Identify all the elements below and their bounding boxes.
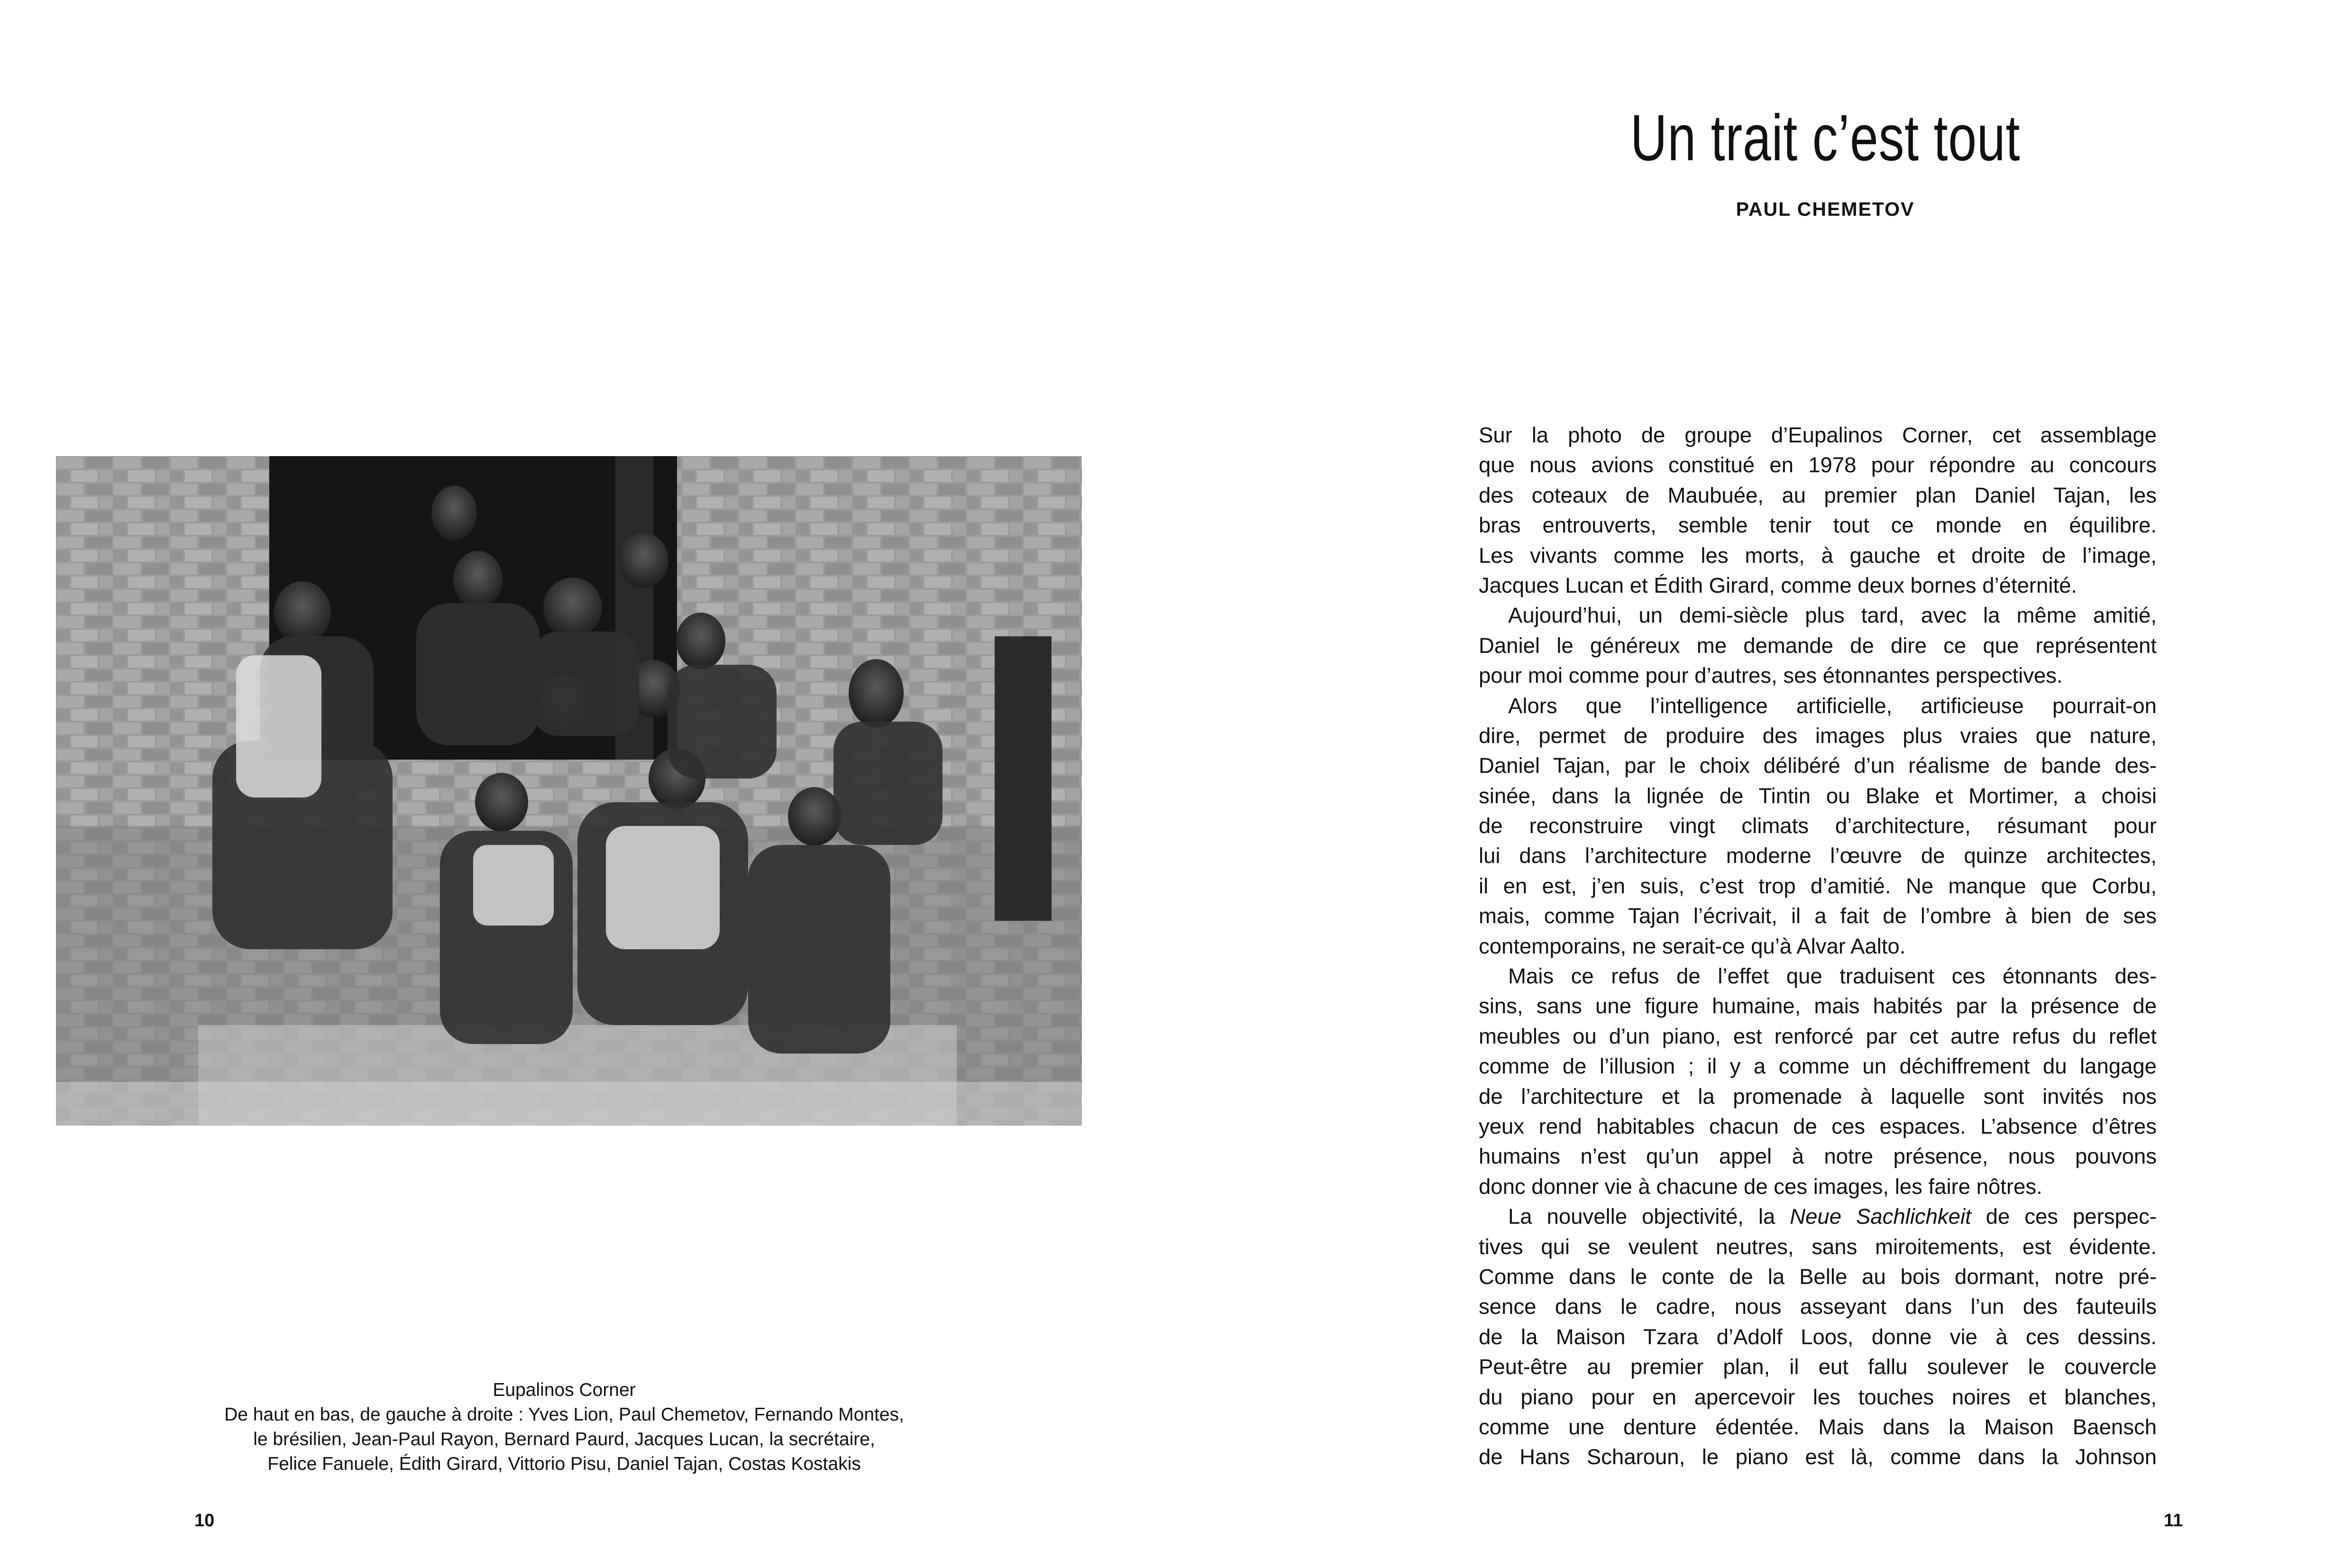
body-line: sinée, dans la lignée de Tintin ou Blake et Mortimer, a choisi bbox=[1479, 783, 2157, 808]
caption-title: Eupalinos Corner bbox=[493, 1380, 636, 1400]
body-line: comme de l’illusion ; il y a comme un déchiffrement du langage bbox=[1479, 1054, 2157, 1079]
article-author: PAUL CHEMETOV bbox=[1736, 198, 1915, 220]
body-line: contemporains, ne serait-ce qu’à Alvar Aalto. bbox=[1479, 934, 1906, 958]
body-line: de l’architecture et la promenade à laquelle sont invités nos bbox=[1479, 1084, 2157, 1109]
group-photo bbox=[56, 456, 1082, 1126]
body-line: yeux rend habitables chacun de ces espaces. L’absence d’êtres bbox=[1479, 1114, 2157, 1138]
page-number-left: 10 bbox=[194, 1511, 215, 1531]
body-line: de Hans Scharoun, le piano est là, comme dans la Johnson bbox=[1479, 1445, 2157, 1469]
article-body bbox=[1479, 420, 2157, 1472]
body-line: bras entrouverts, semble tenir tout ce monde en équilibre. bbox=[1479, 513, 2157, 538]
body-line: Les vivants comme les morts, à gauche et droite de l’image, bbox=[1479, 543, 2157, 568]
body-line: Daniel le généreux me demande de dire ce que représentent bbox=[1479, 633, 2157, 658]
body-line: il en est, j’en suis, c’est trop d’amitié. Ne manque que Corbu, bbox=[1479, 873, 2157, 898]
italic-term: Neue Sachlichkeit bbox=[1790, 1204, 1971, 1229]
body-line: du piano pour en apercevoir les touches noires et blanches, bbox=[1479, 1385, 2157, 1409]
body-line: Alors que l’intelligence artificielle, artificieuse pourrait-on bbox=[1508, 693, 2157, 718]
body-line: dire, permet de produire des images plus vraies que nature, bbox=[1479, 723, 2157, 748]
body-line: pour moi comme pour d’autres, ses étonnantes perspectives. bbox=[1479, 663, 2063, 688]
body-line: Sur la photo de groupe d’Eupalinos Corner, cet assemblage bbox=[1479, 423, 2157, 447]
caption-line: Felice Fanuele, Édith Girard, Vittorio Pisu, Daniel Tajan, Costas Kostakis bbox=[267, 1454, 861, 1474]
article-title: Un trait c’est tout bbox=[1630, 101, 2021, 174]
body-line: humains n’est qu’un appel à notre présence, nous pouvons bbox=[1479, 1144, 2157, 1169]
body-line: mais, comme Tajan l’écrivait, il a fait de l’ombre à bien de ses bbox=[1479, 904, 2157, 928]
page-number-right: 11 bbox=[2164, 1511, 2183, 1531]
body-line: Aujourd’hui, un demi-siècle plus tard, avec la même amitié, bbox=[1508, 603, 2157, 628]
photo-caption bbox=[142, 1378, 986, 1476]
body-line: sins, sans une figure humaine, mais habités par la présence de bbox=[1479, 994, 2157, 1018]
body-line: Jacques Lucan et Édith Girard, comme deux bornes d’éternité. bbox=[1479, 573, 2077, 597]
body-line: Peut-être au premier plan, il eut fallu soulever le couvercle bbox=[1479, 1355, 2157, 1379]
body-line: Comme dans le conte de la Belle au bois dormant, notre pré- bbox=[1479, 1264, 2157, 1289]
body-line: comme une denture édentée. Mais dans la Maison Baensch bbox=[1479, 1414, 2157, 1439]
body-line: de la Maison Tzara d’Adolf Loos, donne vie à ces dessins. bbox=[1479, 1324, 2157, 1349]
body-line: Daniel Tajan, par le choix délibéré d’un réalisme de bande des- bbox=[1479, 753, 2157, 778]
body-line: Mais ce refus de l’effet que traduisent ces étonnants des- bbox=[1508, 964, 2157, 989]
body-line: lui dans l’architecture moderne l’œuvre de quinze architectes, bbox=[1479, 844, 2157, 868]
body-line: donc donner vie à chacune de ces images, les faire nôtres. bbox=[1479, 1174, 2042, 1199]
body-line: de reconstruire vingt climats d’architecture, résumant pour bbox=[1479, 814, 2157, 838]
caption-line: De haut en bas, de gauche à droite : Yves Lion, Paul Chemetov, Fernando Montes, bbox=[224, 1404, 904, 1425]
body-line: meubles ou d’un piano, est renforcé par cet autre refus du reflet bbox=[1479, 1024, 2157, 1048]
body-line: des coteaux de Maubuée, au premier plan Daniel Tajan, les bbox=[1479, 483, 2157, 507]
body-line: sence dans le cadre, nous asseyant dans l’un des fauteuils bbox=[1479, 1294, 2157, 1319]
body-line-italic-term: La nouvelle objectivité, la Neue Sachlichkeit de ces perspec- bbox=[1508, 1204, 2157, 1229]
body-line: tives qui se veulent neutres, sans miroitements, est évidente. bbox=[1479, 1234, 2157, 1259]
body-line: que nous avions constitué en 1978 pour répondre au concours bbox=[1479, 453, 2157, 477]
caption-line: le brésilien, Jean-Paul Rayon, Bernard Paurd, Jacques Lucan, la secrétaire, bbox=[253, 1429, 875, 1449]
group-photo-image bbox=[56, 456, 1082, 1126]
